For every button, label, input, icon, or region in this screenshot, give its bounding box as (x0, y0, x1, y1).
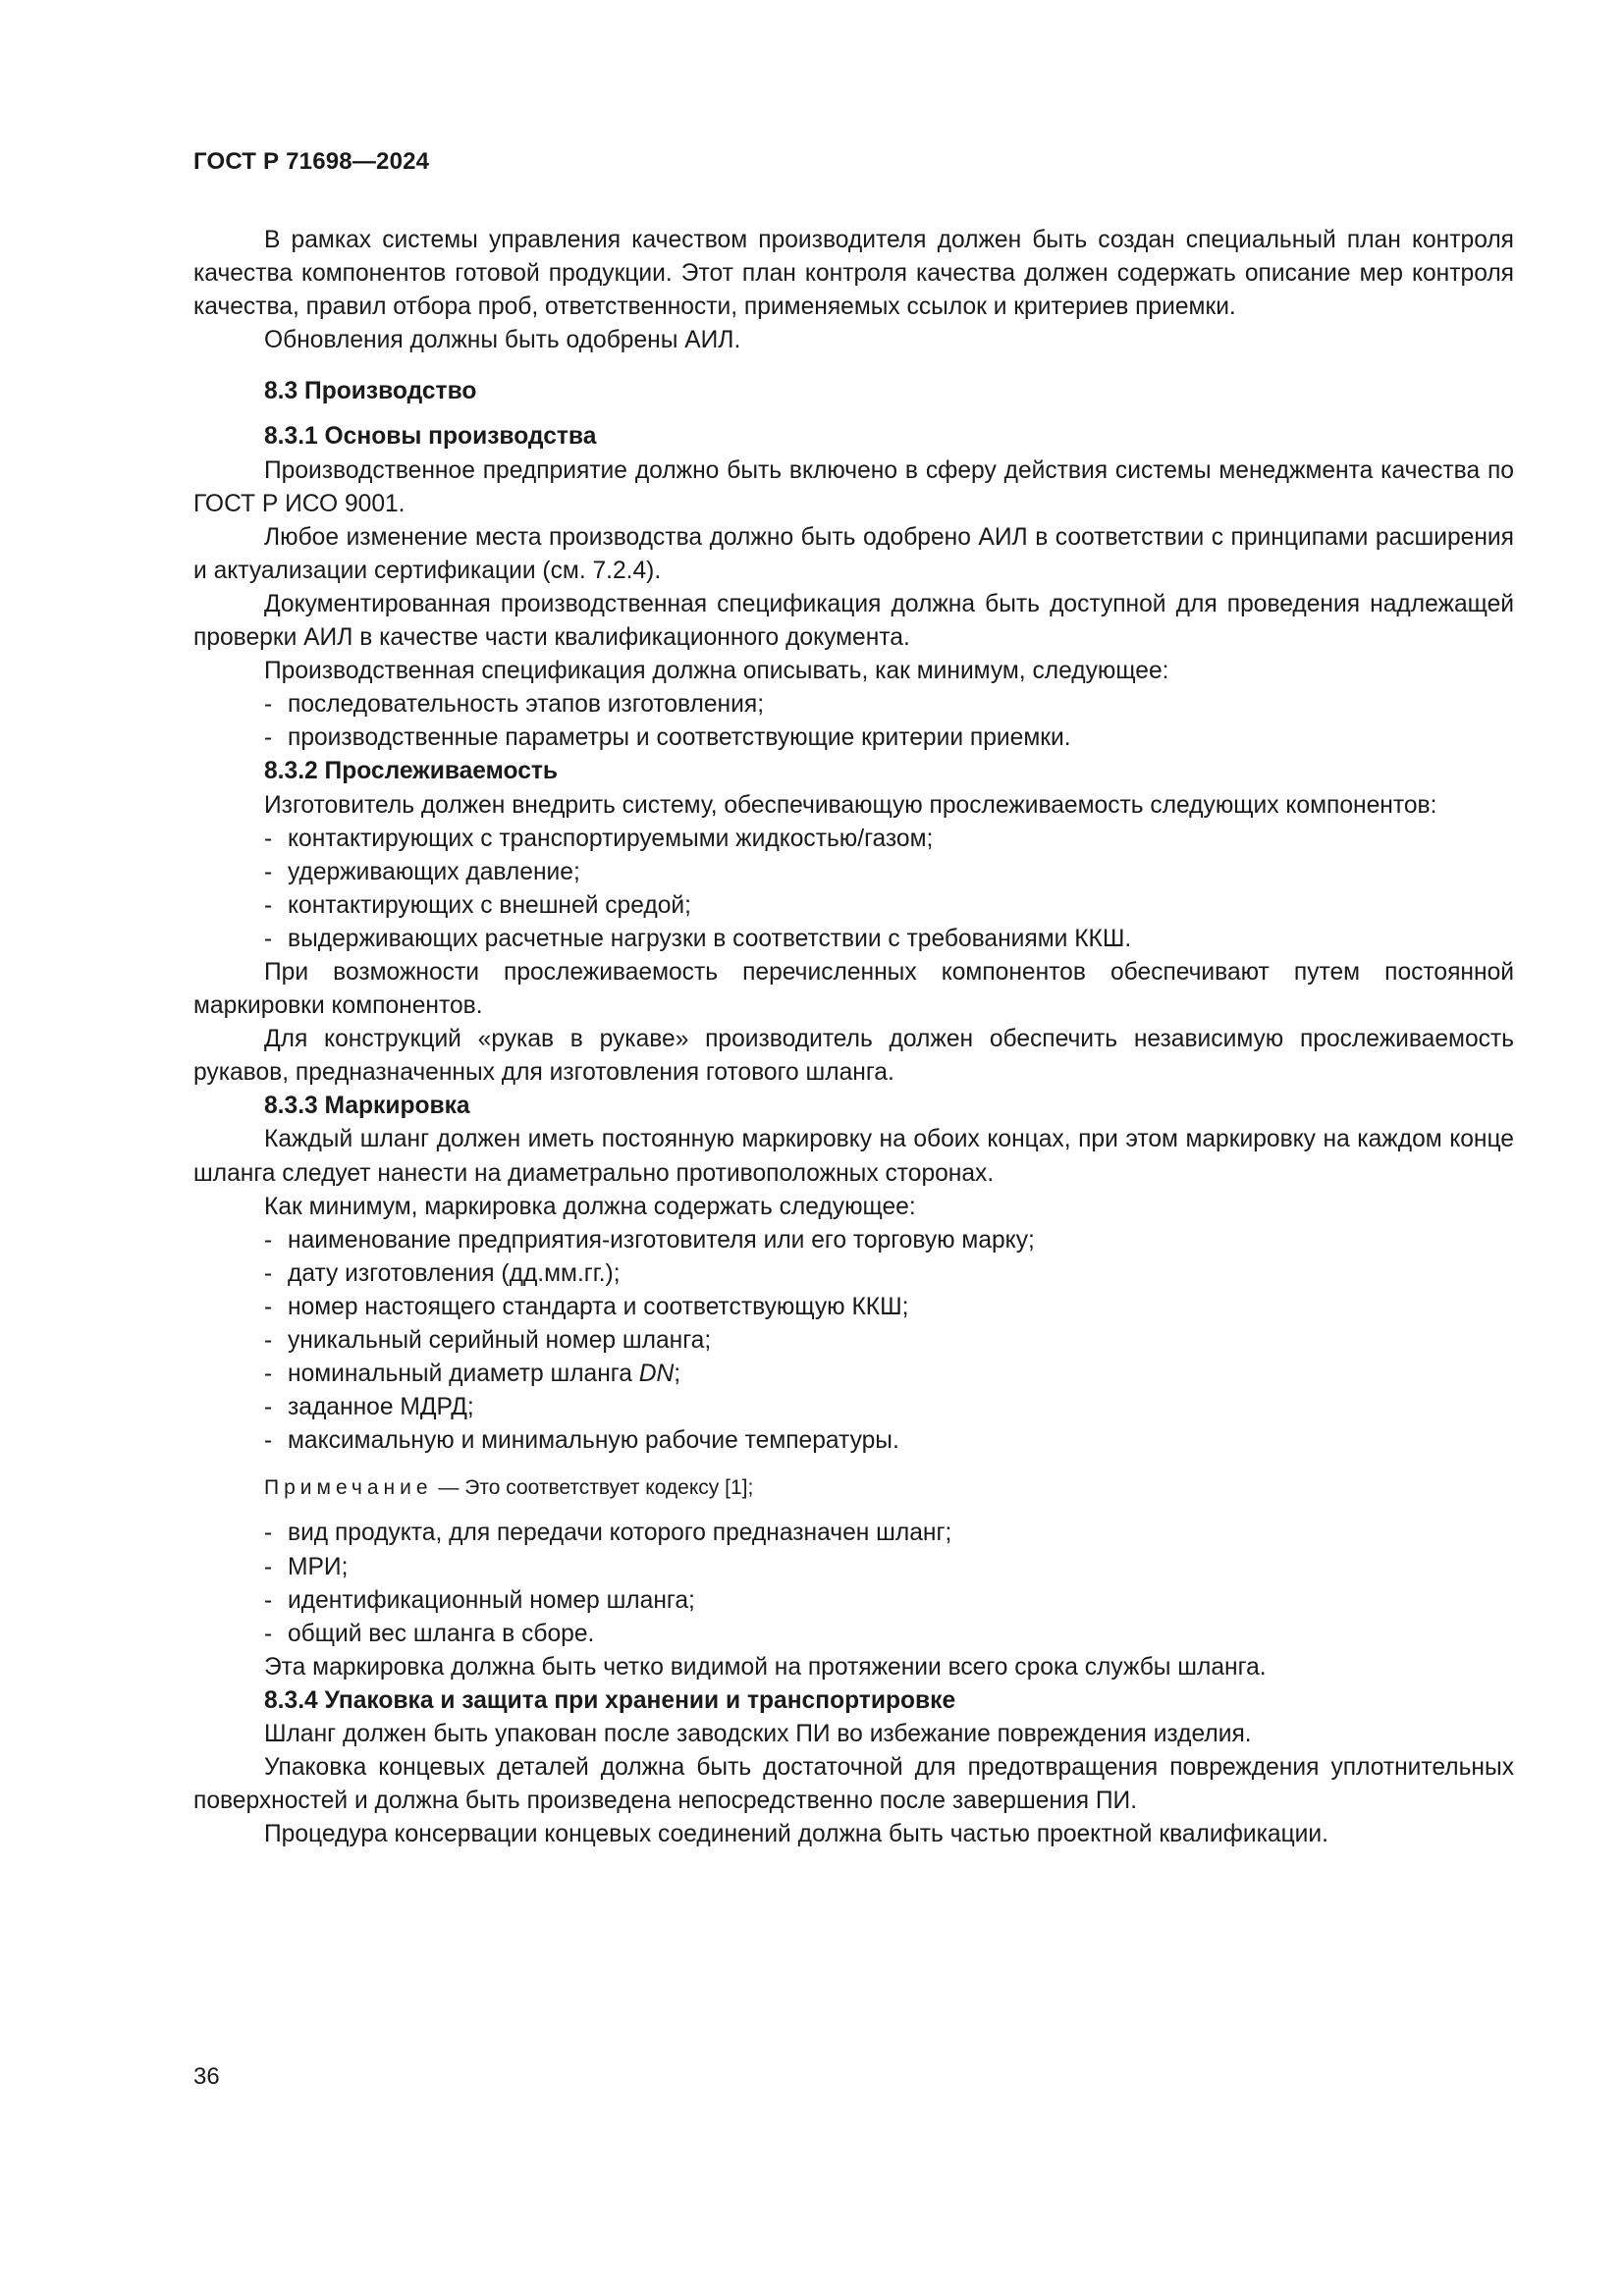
list-item: - производственные параметры и соответствующие критерии приемки. (264, 721, 1514, 755)
list-item: - наименование предприятия-изготовителя или его торговую марку; (264, 1224, 1514, 1257)
list-item: - контактирующих с транспортируемыми жидкостью/газом; (264, 823, 1514, 856)
paragraph: Каждый шланг должен иметь постоянную маркировку на обоих концах, при этом маркировку на каждом конце шланга следует нанести на диаметрально противоположных сторонах. (193, 1126, 1514, 1187)
section-heading-8-3-1: 8.3.1 Основы производства (264, 423, 597, 451)
section-heading-8-3-2: 8.3.2 Прослеживаемость (264, 758, 559, 785)
note-text: Это соответствует кодексу [1]; (464, 1476, 754, 1500)
paragraph: При возможности прослеживаемость перечисленных компонентов обеспечивают путем постоянной маркировки компонентов. (193, 958, 1514, 1020)
list-item: - заданное МДРД; (264, 1391, 1514, 1424)
list-item: - контактирующих с внешней средой; (264, 889, 1514, 923)
paragraph: Упаковка концевых деталей должна быть достаточной для предотвращения повреждения уплотнительных поверхностей и должна быть произведена непосредственно после завершения ПИ. (193, 1754, 1514, 1815)
document-header: ГОСТ Р 71698—2024 (193, 148, 430, 175)
list-item: - номер настоящего стандарта и соответствующую ККШ; (264, 1291, 1514, 1324)
note-dash: — (432, 1476, 465, 1500)
section-heading-8-3: 8.3 Производство (264, 378, 477, 405)
list-8-3-2 (193, 823, 1514, 956)
list-item: - дату изготовления (дд.мм.гг.); (264, 1257, 1514, 1291)
paragraph: Шланг должен быть упакован после заводских ПИ во избежание повреждения изделия. (264, 1721, 1252, 1748)
note-label: Примечание (264, 1476, 433, 1500)
list-item: - максимальную и минимальную рабочие температуры. (264, 1424, 1514, 1458)
list-item (264, 1358, 1514, 1391)
paragraph: Любое изменение места производства должно быть одобрено АИЛ в соответствии с принципами расширения и актуализации сертификации (см. 7.2.4). (193, 523, 1514, 584)
list-item-italic: DN (638, 1361, 675, 1388)
list-item: - МРИ; (264, 1551, 1514, 1584)
note (264, 1471, 1514, 1505)
list-item-text: ; (674, 1361, 681, 1388)
list-item: - идентификационный номер шланга; (264, 1584, 1514, 1618)
list-8-3-1 (193, 688, 1514, 755)
paragraph: Для конструкций «рукав в рукаве» производитель должен обеспечить независимую прослеживаемость рукавов, предназначенных для изготовления готового шланга. (193, 1026, 1514, 1087)
page-number: 36 (193, 2063, 220, 2090)
paragraph: Производственная спецификация должна описывать, как минимум, следующее: (264, 658, 1169, 685)
list-item: - общий вес шланга в сборе. (264, 1618, 1514, 1651)
paragraph: Документированная производственная спецификация должна быть доступной для проведения надлежащей проверки АИЛ в качестве части квалификационного документа. (193, 590, 1514, 652)
list-item: - последовательность этапов изготовления; (264, 688, 1514, 721)
paragraph: Процедура консервации концевых соединений должна быть частью проектной квалификации. (264, 1821, 1328, 1848)
section-heading-8-3-3: 8.3.3 Маркировка (264, 1093, 470, 1120)
intro-paragraph: Обновления должны быть одобрены АИЛ. (264, 327, 741, 354)
document-body (193, 224, 1514, 1851)
list-item: - вид продукта, для передачи которого предназначен шланг; (264, 1517, 1514, 1550)
paragraph: Как минимум, маркировка должна содержать следующее: (264, 1193, 916, 1220)
section-heading-8-3-4: 8.3.4 Упаковка и защита при хранении и транспортировке (264, 1686, 956, 1714)
list-item: - выдерживающих расчетные нагрузки в соответствии с требованиями ККШ. (264, 923, 1514, 956)
list-item: - удерживающих давление; (264, 856, 1514, 889)
list-item-text: номинальный диаметр шланга (288, 1361, 639, 1388)
paragraph: Производственное предприятие должно быть включено в сферу действия системы менеджмента качества по ГОСТ Р ИСО 9001. (193, 456, 1514, 517)
intro-paragraph: В рамках системы управления качеством производителя должен быть создан специальный план контроля качества компонентов готовой продукции. Этот план контроля качества должен содержать описание мер контроля качества, правил отбора проб, ответственности, применяемых ссылок и критериев приемки. (193, 227, 1514, 321)
list-8-3-3 (193, 1224, 1514, 1459)
paragraph: Эта маркировка должна быть четко видимой на протяжении всего срока службы шланга. (264, 1653, 1267, 1681)
list-item: - уникальный серийный номер шланга; (264, 1324, 1514, 1358)
list-8-3-3-cont (193, 1517, 1514, 1650)
paragraph: Изготовитель должен внедрить систему, обеспечивающую прослеживаемость следующих компонентов: (264, 791, 1437, 819)
